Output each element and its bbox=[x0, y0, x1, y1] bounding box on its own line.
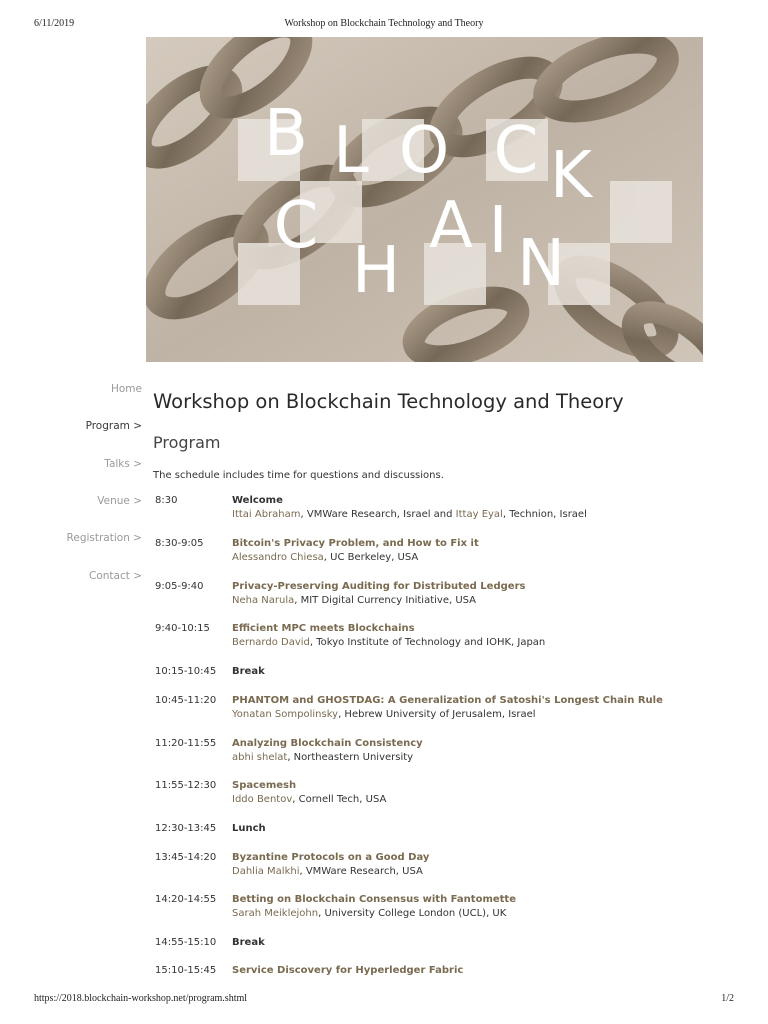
banner-image bbox=[146, 37, 703, 362]
speaker-affiliation: , UC Berkeley, USA bbox=[323, 552, 419, 563]
speaker-affiliation: , University College London (UCL), UK bbox=[318, 908, 507, 919]
speaker-name-link[interactable]: Neha Narula bbox=[232, 595, 295, 606]
sidebar-item-registration[interactable]: Registration > bbox=[66, 532, 142, 544]
speaker-name-link[interactable]: Sarah Meiklejohn bbox=[232, 908, 319, 919]
schedule-time: 14:55-15:10 bbox=[155, 937, 217, 948]
speaker-name-link[interactable]: Dahlia Malkhi bbox=[232, 866, 300, 877]
talk-title-link[interactable]: Betting on Blockchain Consensus with Fantomette bbox=[232, 894, 516, 905]
schedule-time: 14:20-14:55 bbox=[155, 894, 217, 905]
speaker-name-link[interactable]: abhi shelat bbox=[232, 752, 288, 763]
banner-letter: I bbox=[488, 194, 508, 268]
schedule-time: 10:45-11:20 bbox=[155, 695, 217, 706]
talk-title-link[interactable]: Spacemesh bbox=[232, 780, 297, 791]
print-date: 6/11/2019 bbox=[34, 18, 75, 29]
speaker-affiliation: , MIT Digital Currency Initiative, USA bbox=[294, 595, 477, 606]
banner-letter: C bbox=[493, 114, 539, 188]
talk-title-link[interactable]: PHANTOM and GHOSTDAG: A Generalization of Satoshi's Longest Chain Rule bbox=[232, 695, 663, 706]
talk-title-link[interactable]: Byzantine Protocols on a Good Day bbox=[232, 852, 430, 863]
speaker-affiliation: , Hebrew University of Jerusalem, Israel bbox=[338, 709, 536, 720]
schedule-time: 9:40-10:15 bbox=[155, 623, 210, 634]
talk-title-link[interactable]: Bitcoin's Privacy Problem, and How to Fix it bbox=[232, 538, 479, 549]
sidebar-item-talks[interactable]: Talks > bbox=[104, 458, 142, 470]
speaker-affiliation: , VMWare Research, USA bbox=[299, 866, 423, 877]
intro-text: The schedule includes time for questions and discussions. bbox=[153, 470, 444, 481]
schedule-title: Welcome bbox=[232, 495, 283, 506]
banner-letter: N bbox=[517, 227, 565, 301]
print-header bbox=[0, 18, 768, 32]
schedule-time: 10:15-10:45 bbox=[155, 666, 217, 677]
banner-letter: B bbox=[264, 97, 308, 171]
speaker-name-link[interactable]: Ittai Abraham bbox=[232, 509, 301, 520]
schedule-time: 13:45-14:20 bbox=[155, 852, 217, 863]
banner-letter: L bbox=[333, 114, 369, 188]
speaker-line bbox=[232, 508, 587, 522]
site-title: Workshop on Blockchain Technology and Theory bbox=[153, 390, 624, 413]
schedule-title: Break bbox=[232, 937, 265, 948]
speaker-line bbox=[232, 907, 506, 921]
talk-title-link[interactable]: Efficient MPC meets Blockchains bbox=[232, 623, 415, 634]
speaker-affiliation: , Technion, Israel bbox=[502, 509, 587, 520]
banner-letter: O bbox=[398, 114, 450, 188]
speaker-line bbox=[232, 793, 386, 807]
schedule-time: 9:05-9:40 bbox=[155, 581, 204, 592]
schedule-time: 12:30-13:45 bbox=[155, 823, 217, 834]
speaker-line bbox=[232, 551, 418, 565]
speaker-affiliation: , Tokyo Institute of Technology and IOHK, Japan bbox=[309, 637, 546, 648]
speaker-line bbox=[232, 708, 536, 722]
talk-title-link[interactable]: Analyzing Blockchain Consistency bbox=[232, 738, 423, 749]
banner-letter: K bbox=[550, 139, 592, 213]
print-url: https://2018.blockchain-workshop.net/program.shtml bbox=[34, 993, 248, 1004]
talk-title-link[interactable]: Service Discovery for Hyperledger Fabric bbox=[232, 965, 464, 976]
speaker-line bbox=[232, 865, 423, 879]
schedule-title: Break bbox=[232, 666, 265, 677]
banner-letter: A bbox=[429, 189, 473, 263]
speaker-name-link[interactable]: Yonatan Sompolinsky bbox=[232, 709, 339, 720]
banner-letter: H bbox=[351, 234, 401, 308]
blockchain-banner bbox=[146, 37, 703, 362]
schedule-title: Lunch bbox=[232, 823, 266, 834]
schedule-time: 11:55-12:30 bbox=[155, 780, 217, 791]
print-doc-title: Workshop on Blockchain Technology and Theory bbox=[284, 18, 484, 29]
schedule-time: 15:10-15:45 bbox=[155, 965, 217, 976]
banner-letter: C bbox=[273, 189, 319, 263]
speaker-name-link[interactable]: Bernardo David bbox=[232, 637, 310, 648]
speaker-affiliation: , Cornell Tech, USA bbox=[292, 794, 387, 805]
sidebar-item-contact[interactable]: Contact > bbox=[89, 570, 142, 582]
sidebar-item-venue[interactable]: Venue > bbox=[97, 495, 142, 507]
speaker-affiliation: , Northeastern University bbox=[287, 752, 414, 763]
speaker-name-link[interactable]: Alessandro Chiesa bbox=[232, 552, 324, 563]
speaker-name-link[interactable]: Iddo Bentov bbox=[232, 794, 293, 805]
speaker-line bbox=[232, 594, 476, 608]
sidebar-item-program[interactable]: Program > bbox=[85, 420, 142, 432]
speaker-name-link[interactable]: Ittay Eyal bbox=[455, 509, 503, 520]
schedule-time: 8:30 bbox=[155, 495, 178, 506]
page-title: Program bbox=[153, 433, 221, 452]
sidebar-item-home[interactable]: Home bbox=[110, 383, 142, 395]
print-footer bbox=[0, 993, 768, 1007]
schedule-time: 11:20-11:55 bbox=[155, 738, 217, 749]
print-page-number: 1/2 bbox=[721, 993, 734, 1004]
speaker-line bbox=[232, 751, 413, 765]
speaker-line bbox=[232, 636, 545, 650]
talk-title-link[interactable]: Privacy-Preserving Auditing for Distributed Ledgers bbox=[232, 581, 526, 592]
schedule-time: 8:30-9:05 bbox=[155, 538, 204, 549]
speaker-affiliation: , VMWare Research, Israel and bbox=[300, 509, 456, 520]
